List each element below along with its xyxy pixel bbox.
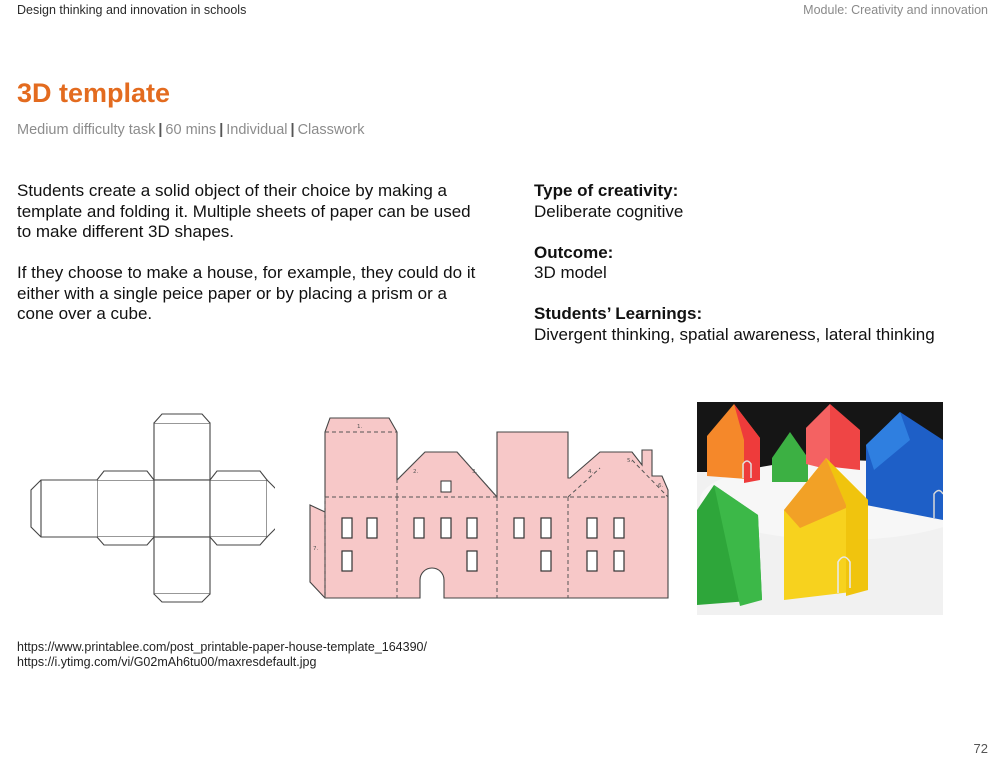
outcome-block <box>534 243 974 284</box>
creativity-type-label: Type of creativity: <box>534 181 679 200</box>
window <box>541 551 551 571</box>
source-link: https://i.ytimg.com/vi/G02mAh6tu00/maxresdefault.jpg <box>17 654 317 669</box>
description-paragraph-2: If they choose to make a house, for example, they could do it either with a single peice paper or by placing a prism or a cone over a cube. <box>17 263 476 323</box>
fold-number-label: 3. <box>472 469 478 475</box>
learnings-value: Divergent thinking, spatial awareness, lateral thinking <box>534 324 935 344</box>
window <box>441 481 451 492</box>
house-template-figure <box>305 412 675 604</box>
fold-number-label: 5. <box>627 458 633 464</box>
task-meta <box>17 122 364 138</box>
document-header-right: Module: Creativity and innovation <box>803 3 988 17</box>
window <box>467 518 477 538</box>
window <box>514 518 524 538</box>
window <box>467 551 477 571</box>
image-sources <box>17 640 427 669</box>
meta-separator: | <box>219 122 224 138</box>
learnings-label: Students’ Learnings: <box>534 304 703 323</box>
fold-number-label: 2. <box>413 469 419 475</box>
source-link: https://www.printablee.com/post_printable-paper-house-template_164390/ <box>17 640 427 654</box>
meta-difficulty: Medium difficulty task <box>17 122 156 138</box>
fold-number-label: 4. <box>588 469 594 475</box>
window <box>414 518 424 538</box>
window <box>342 518 352 538</box>
meta-setting: Classwork <box>297 122 365 138</box>
window <box>614 518 624 538</box>
outcome-label: Outcome: <box>534 242 614 262</box>
meta-grouping: Individual <box>226 122 288 138</box>
cube-net-figure <box>25 410 275 606</box>
learnings-block <box>534 304 974 345</box>
document-header-left: Design thinking and innovation in schools <box>17 3 247 17</box>
window <box>367 518 377 538</box>
task-details <box>534 181 974 366</box>
meta-separator: | <box>158 122 163 138</box>
paper-houses-photo <box>697 402 943 615</box>
meta-separator: | <box>290 122 295 138</box>
task-description <box>17 181 487 345</box>
page-number: 72 <box>973 741 988 756</box>
page-title: 3D template <box>17 78 171 108</box>
window <box>541 518 551 538</box>
window <box>614 551 624 571</box>
window <box>587 551 597 571</box>
creativity-type-block <box>534 181 974 222</box>
meta-duration: 60 mins <box>165 122 217 138</box>
fold-number-label: 1. <box>357 424 363 430</box>
description-paragraph-1: Students create a solid object of their choice by making a template and folding it. Multiple sheets of paper can be used to make different 3D shapes. <box>17 181 471 241</box>
window <box>441 518 451 538</box>
outcome-value: 3D model <box>534 263 607 282</box>
window <box>587 518 597 538</box>
window <box>342 551 352 571</box>
creativity-type-value: Deliberate cognitive <box>534 201 684 221</box>
fold-number-label: 6. <box>658 483 664 489</box>
fold-number-label: 7. <box>313 546 319 552</box>
